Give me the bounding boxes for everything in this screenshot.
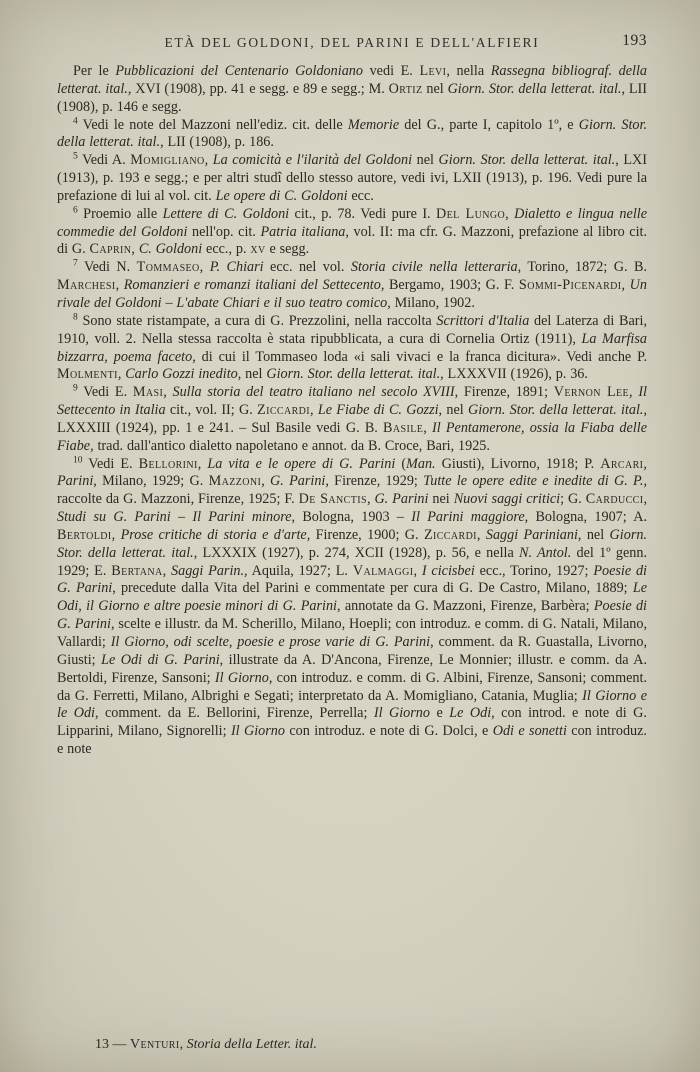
footnote-number: 10	[73, 454, 83, 465]
text-segment: ,	[204, 152, 213, 169]
text-segment: Caprin	[89, 241, 132, 258]
text-segment: Bellorini	[138, 455, 198, 472]
text-segment: Man.	[406, 455, 436, 472]
text-segment: La Marfisa bizzarra, poema faceto	[57, 330, 647, 365]
text-segment: Valmaggi	[352, 562, 414, 579]
text-segment: Rassegna bibliograf. della letterat. ital.	[57, 63, 648, 97]
text-segment: , precedute dalla Vita del Parini e commentate per cura di G. De Castro, Milano, 1889;	[112, 580, 633, 597]
text-segment: e	[429, 705, 450, 722]
text-segment: , LXXXVII (1926), p. 36.	[440, 366, 588, 383]
text-segment: Storia della Letter. ital.	[186, 1037, 317, 1052]
text-segment: G. Parini	[270, 473, 326, 490]
text-segment: De Sanctis	[298, 491, 367, 508]
running-title: ETÀ DEL GOLDONI, DEL PARINI E DELL'ALFIERI	[164, 35, 540, 50]
text-segment: Scrittori d'Italia	[436, 312, 530, 329]
text-segment: Il Pentamerone, ossia la Fiaba delle Fiabe	[57, 419, 647, 454]
text-segment: Vedi A.	[77, 152, 131, 169]
text-segment: Le Odi di G. Parini	[101, 651, 220, 668]
text-segment: Il Giorno, odi scelte, poesie e prose varie di G. Parini	[110, 634, 431, 650]
footnote-number: 6	[73, 205, 78, 216]
text-segment: , Bergamo, 1903; G. F.	[380, 277, 519, 294]
page-header	[57, 34, 647, 54]
text-segment: Levi	[419, 63, 447, 79]
text-segment: Giorn. Stor. della letterat. ital.	[467, 402, 644, 419]
text-segment: del G., parte I, capitolo 1º, e	[399, 116, 579, 133]
page-body	[57, 63, 647, 759]
text-segment: , Bologna, 1907; A.	[524, 509, 647, 526]
text-segment: ,	[131, 241, 139, 258]
text-segment: cit., p. 78. Vedi pure I.	[289, 205, 437, 222]
text-segment: Romanzieri e romanzi italiani del Settecento	[123, 277, 381, 294]
text-segment: N. Antol.	[519, 544, 572, 561]
text-segment: , annotate da G. Mazzoni, Firenze, Barbèra;	[336, 598, 594, 615]
footnote-number: 9	[73, 383, 78, 394]
text-segment: Bertoldi	[57, 526, 112, 543]
text-segment: Arcari	[600, 455, 644, 472]
text-segment: ,	[163, 384, 173, 401]
text-segment: Il Giorno	[214, 669, 269, 686]
footnote-10	[57, 456, 647, 759]
text-segment: , raccolte da G. Mazzoni, Firenze, 1925; F.	[57, 473, 647, 508]
text-segment: , nel	[577, 526, 610, 543]
text-segment: ,	[197, 455, 208, 472]
text-segment: Il Giorno e le Odi	[57, 687, 647, 722]
text-segment: ecc. nel vol.	[263, 259, 351, 276]
text-segment: Giorn. Stor. della letterat. ital.	[57, 526, 647, 561]
text-segment: ecc., Torino, 1927;	[474, 562, 594, 579]
text-segment: e segg.	[265, 241, 310, 258]
text-segment: ,	[643, 491, 647, 508]
text-segment: , comment. da E. Bellorini, Firenze, Perrella;	[94, 705, 374, 722]
text-segment: , comment. da R. Guastalla, Livorno, Giusti;	[57, 634, 647, 668]
footnote-number: 8	[73, 312, 78, 323]
text-segment: ,	[476, 526, 486, 543]
text-segment: ecc., p.	[202, 241, 251, 258]
text-segment: Molmenti	[57, 366, 118, 383]
text-segment: ,	[117, 366, 126, 383]
text-segment: , con introd. e note di G. Lipparini, Milano, Signorelli;	[57, 705, 647, 740]
text-segment: Sono state ristampate, a cura di G. Prezzolini, nella raccolta	[77, 312, 437, 329]
text-segment: Memorie	[347, 116, 400, 133]
text-segment: Giusti), Livorno, 1918; P.	[435, 455, 601, 472]
text-segment: Ziccardi	[423, 526, 477, 543]
text-segment: ,	[111, 526, 121, 543]
text-segment: ,	[629, 384, 639, 401]
text-segment: , di cui il Tommaseo loda «i sali vivaci e la franca dicitura». Vedi anche P.	[192, 348, 647, 365]
text-segment: Vedi E.	[82, 455, 139, 472]
footnote-number: 4	[73, 115, 78, 126]
text-segment: (	[395, 455, 407, 472]
text-segment: Vedi N.	[77, 259, 137, 276]
text-segment: nell'op. cit.	[187, 223, 261, 240]
text-segment: Sulla storia del teatro italiano nel secolo XVIII	[172, 384, 455, 401]
text-segment: Mazzoni	[208, 473, 262, 490]
text-segment: Ziccardi	[257, 402, 311, 419]
text-segment: del Laterza di Bari, 1910, voll. 2. Nella stessa raccolta è stata ripubblicata, a cura di Cornelia Ortiz (1911),	[57, 312, 647, 347]
footnote-number: 5	[73, 151, 78, 162]
text-segment: cit., vol. II; G.	[165, 402, 258, 419]
text-segment: Patria italiana	[260, 223, 346, 240]
text-segment: ,	[621, 277, 630, 294]
text-segment: Storia civile nella letteraria	[350, 259, 518, 276]
text-segment: , Milano, 1902.	[387, 294, 475, 311]
text-segment: ,	[115, 277, 124, 294]
text-segment: Le Fiabe di C. Gozzi	[317, 402, 439, 419]
text-segment: Poesie di G. Parini	[57, 598, 647, 633]
text-segment: La vita e le opere di G. Parini	[207, 455, 396, 472]
text-segment: , Bologna, 1903 –	[291, 509, 412, 526]
text-segment: Il Giorno	[373, 705, 430, 722]
text-segment: Tommaseo	[136, 259, 200, 276]
text-segment: , Milano, 1929; G.	[93, 473, 209, 490]
text-segment: Il Parini maggiore	[411, 509, 525, 526]
text-segment: Saggi Pariniani	[485, 526, 578, 543]
text-segment: Lettere di C. Goldoni	[162, 205, 290, 222]
text-segment: ,	[179, 1037, 187, 1052]
text-segment: C. Goldoni	[138, 241, 203, 258]
text-segment: Del Lungo	[436, 205, 506, 222]
text-segment: ,	[162, 562, 172, 579]
text-segment: vedi E.	[362, 63, 420, 79]
text-segment: Giorn. Stor. della letterat. ital.	[447, 80, 622, 97]
footnote-9	[57, 384, 647, 455]
text-segment: , XVI (1908), pp. 41 e segg. e 89 e segg.; M.	[127, 80, 389, 97]
text-segment: , vol. II: ma cfr. G. Mazzoni, prefazione al libro cit. di G.	[57, 223, 648, 258]
text-segment: Giorn. Stor. della letterat. ital.	[266, 366, 441, 383]
text-segment: Vernon Lee	[553, 384, 630, 401]
text-segment: , Firenze, 1929;	[325, 473, 424, 490]
text-segment: ecc.	[347, 187, 374, 204]
footnote-6	[57, 206, 647, 260]
text-segment: ,	[643, 455, 647, 472]
text-segment: , Firenze, 1900; G.	[306, 526, 424, 543]
text-segment: con introduz. e note	[57, 723, 647, 758]
text-segment: Prose critiche di storia e d'arte	[120, 526, 307, 543]
text-segment: Sommi-Picenardi	[518, 277, 622, 294]
text-segment: , Aquila, 1927; L.	[244, 562, 353, 579]
text-segment: , LXXXIII (1924), pp. 1 e 241. – Sul Basile vedi G. B.	[57, 402, 647, 436]
text-segment: del 1º genn. 1929; E.	[57, 544, 647, 579]
text-segment: G. Parini	[374, 491, 429, 508]
text-segment: Proemio alle	[77, 205, 163, 222]
text-segment: Carlo Gozzi inedito	[125, 366, 238, 383]
text-segment: Bertana	[111, 562, 163, 579]
text-segment: Nuovi saggi critici	[453, 491, 561, 508]
text-segment: La comicità e l'ilarità del Goldoni	[212, 152, 413, 169]
text-segment: Carducci	[585, 491, 644, 508]
text-segment: Odi e sonetti	[492, 723, 567, 740]
text-segment: Il Settecento in Italia	[57, 384, 647, 419]
text-segment: Per le	[73, 63, 116, 79]
text-segment: ,	[199, 259, 210, 276]
text-segment: nel	[422, 80, 448, 97]
text-segment: ,	[261, 473, 271, 490]
text-segment: Masi	[132, 384, 164, 401]
text-segment: , nel	[237, 366, 267, 383]
text-segment: Vedi le note del Mazzoni nell'ediz. cit. delle	[77, 116, 348, 133]
text-segment: Le Odi, il Giorno e altre poesie minori di G. Parini	[57, 580, 647, 615]
text-segment: 13 —	[95, 1037, 130, 1052]
text-segment: , nel	[438, 402, 468, 419]
text-segment: P. Chiari	[209, 259, 264, 276]
text-segment: ,	[505, 205, 515, 222]
text-segment: Ortiz	[388, 80, 423, 97]
text-segment: , LXXXIX (1927), p. 274, XCII (1928), p. 56, e nella	[193, 544, 519, 561]
text-segment: nel	[412, 152, 439, 169]
text-segment: , LII (1908), p. 186.	[160, 134, 274, 151]
text-segment: Le Odi	[449, 705, 492, 722]
text-segment: Momigliano	[130, 152, 205, 169]
text-segment: Le opere di C. Goldoni	[215, 187, 348, 204]
text-segment: Basile	[383, 419, 424, 436]
text-segment: , scelte e illustr. da M. Scherillo, Milano, Hoepli; con introduz. e comm. di G. Natali, Milano, Vallardi;	[57, 616, 647, 650]
text-segment: , LII (1908), p. 146 e segg.	[57, 80, 647, 115]
text-segment: Marchesi	[57, 277, 116, 294]
text-segment: , illustrate da A. D'Ancona, Firenze, Le Monnier; illustr. e comm. da A. Bertoldi, Firenze, Sansoni;	[57, 651, 647, 686]
footnote-5	[57, 152, 647, 206]
text-segment: I cicisbei	[421, 562, 475, 579]
text-segment: Un rivale del Goldoni – L'abate Chiari e il suo teatro comico	[57, 277, 647, 311]
text-segment: Venturi	[130, 1037, 180, 1052]
footnote-8	[57, 313, 647, 384]
text-segment: ,	[423, 419, 432, 436]
text-segment: Il Giorno	[230, 723, 285, 740]
text-segment: Studi su G. Parini – Il Parini minore	[57, 509, 292, 526]
text-segment: xv	[250, 241, 266, 258]
text-segment: Pubblicazioni del Centenario Goldoniano	[115, 63, 363, 79]
text-segment: ; G.	[560, 491, 586, 508]
footnote-4	[57, 117, 647, 153]
page-footer	[95, 1036, 317, 1053]
text-segment: Poesie di G. Parini	[57, 562, 647, 597]
text-segment: ,	[413, 562, 422, 579]
page-number: 193	[622, 32, 647, 49]
text-segment: Tutte le opere edite e inedite di G. P.	[423, 473, 644, 490]
text-segment: Giorn. Stor. della letterat. ital.	[57, 116, 647, 151]
text-segment: , nella	[446, 63, 491, 79]
text-segment: , Torino, 1872; G. B.	[517, 259, 648, 276]
text-segment: ,	[310, 402, 318, 419]
footnote-7	[57, 259, 647, 313]
text-segment: nei	[428, 491, 454, 508]
footnote-3-continuation	[57, 63, 647, 117]
text-segment: con introduz. e note di G. Dolci, e	[284, 723, 493, 740]
text-segment: Parini	[57, 473, 94, 490]
text-segment: Vedi E.	[77, 384, 133, 401]
text-segment: , LXI (1913), p. 193 e segg.; e per altri studî dello stesso autore, vedi ivi, LXII (1913), p. 196. Vedi pure la prefazione di lui al vol. cit.	[57, 152, 647, 204]
text-segment: , Firenze, 1891;	[454, 384, 554, 401]
text-segment: , trad. dall'antico dialetto napoletano e annot. da B. Croce, Bari, 1925.	[90, 437, 490, 454]
text-segment: , con introduz. e comm. di G. Albini, Firenze, Sansoni; comment. da G. Ferretti, Milano, Albrighi e Segati; interpretato da A. Momigliano, Catania, Muglia;	[57, 669, 648, 704]
footnote-number: 7	[73, 258, 78, 269]
text-segment: ,	[366, 491, 375, 508]
text-segment: Saggi Parin.	[171, 562, 245, 579]
text-segment: Giorn. Stor. della letterat. ital.	[438, 152, 616, 169]
text-segment: Dialetto e lingua nelle commedie del Goldoni	[57, 205, 647, 240]
